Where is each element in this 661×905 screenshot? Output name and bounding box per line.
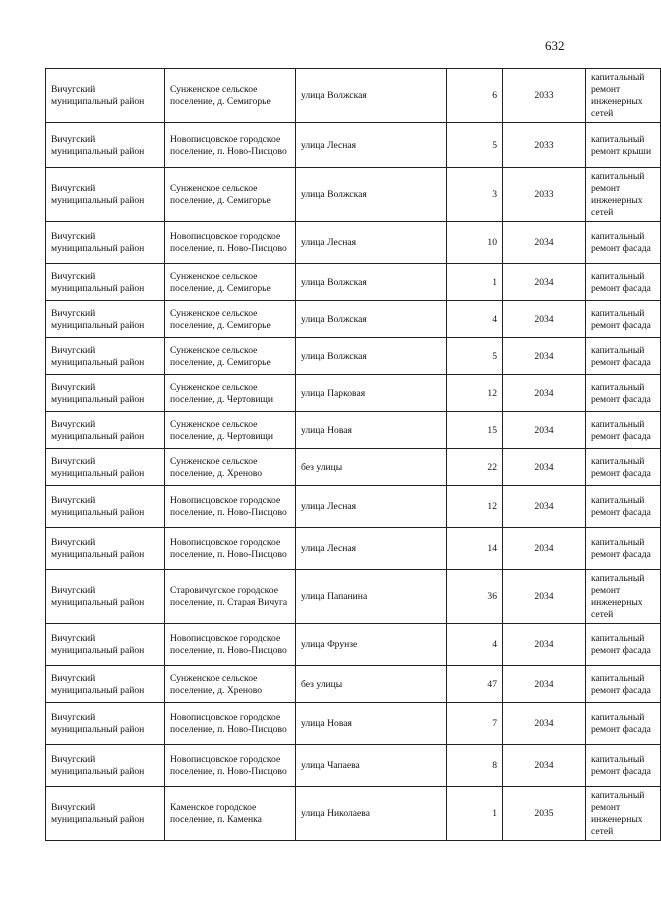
settlement-cell: Старовичугское городское поселение, п. Старая Вичуга bbox=[165, 570, 296, 624]
house-number-cell: 4 bbox=[447, 301, 503, 338]
work-type-cell: капитальный ремонт фасада bbox=[586, 624, 661, 666]
settlement-cell: Сунженское сельское поселение, д. Семигорье bbox=[165, 301, 296, 338]
year-cell: 2033 bbox=[503, 69, 586, 123]
work-type-cell: капитальный ремонт фасада bbox=[586, 486, 661, 528]
street-cell: улица Лесная bbox=[296, 486, 447, 528]
year-cell: 2034 bbox=[503, 449, 586, 486]
work-type-cell: капитальный ремонт инженерных сетей bbox=[586, 787, 661, 841]
table-row bbox=[46, 570, 661, 624]
table-row bbox=[46, 222, 661, 264]
year-cell: 2034 bbox=[503, 624, 586, 666]
work-type-cell: капитальный ремонт фасада bbox=[586, 412, 661, 449]
house-number-cell: 1 bbox=[447, 787, 503, 841]
repair-schedule-table bbox=[45, 68, 661, 841]
settlement-cell: Новописцовское городское поселение, п. Ново-Писцово bbox=[165, 528, 296, 570]
year-cell: 2034 bbox=[503, 666, 586, 703]
work-type-cell: капитальный ремонт крыши bbox=[586, 123, 661, 168]
table-row bbox=[46, 624, 661, 666]
district-cell: Вичугский муниципальный район bbox=[46, 338, 165, 375]
table-row bbox=[46, 528, 661, 570]
street-cell: улица Фрунзе bbox=[296, 624, 447, 666]
house-number-cell: 4 bbox=[447, 624, 503, 666]
table-row bbox=[46, 264, 661, 301]
street-cell: без улицы bbox=[296, 449, 447, 486]
settlement-cell: Новописцовское городское поселение, п. Ново-Писцово bbox=[165, 123, 296, 168]
district-cell: Вичугский муниципальный район bbox=[46, 264, 165, 301]
settlement-cell: Сунженское сельское поселение, д. Чертовищи bbox=[165, 375, 296, 412]
table-row bbox=[46, 486, 661, 528]
street-cell: улица Чапаева bbox=[296, 745, 447, 787]
house-number-cell: 47 bbox=[447, 666, 503, 703]
year-cell: 2033 bbox=[503, 168, 586, 222]
year-cell: 2034 bbox=[503, 703, 586, 745]
house-number-cell: 3 bbox=[447, 168, 503, 222]
district-cell: Вичугский муниципальный район bbox=[46, 486, 165, 528]
district-cell: Вичугский муниципальный район bbox=[46, 449, 165, 486]
street-cell: улица Лесная bbox=[296, 528, 447, 570]
street-cell: улица Лесная bbox=[296, 123, 447, 168]
table-row bbox=[46, 168, 661, 222]
house-number-cell: 12 bbox=[447, 486, 503, 528]
street-cell: улица Волжская bbox=[296, 69, 447, 123]
district-cell: Вичугский муниципальный район bbox=[46, 570, 165, 624]
year-cell: 2034 bbox=[503, 301, 586, 338]
street-cell: улица Волжская bbox=[296, 264, 447, 301]
settlement-cell: Сунженское сельское поселение, д. Хреново bbox=[165, 449, 296, 486]
street-cell: улица Волжская bbox=[296, 168, 447, 222]
street-cell: улица Парковая bbox=[296, 375, 447, 412]
table-row bbox=[46, 338, 661, 375]
street-cell: без улицы bbox=[296, 666, 447, 703]
year-cell: 2034 bbox=[503, 222, 586, 264]
district-cell: Вичугский муниципальный район bbox=[46, 123, 165, 168]
year-cell: 2034 bbox=[503, 375, 586, 412]
district-cell: Вичугский муниципальный район bbox=[46, 745, 165, 787]
street-cell: улица Папанина bbox=[296, 570, 447, 624]
work-type-cell: капитальный ремонт фасада bbox=[586, 375, 661, 412]
house-number-cell: 36 bbox=[447, 570, 503, 624]
table-row bbox=[46, 412, 661, 449]
work-type-cell: капитальный ремонт инженерных сетей bbox=[586, 570, 661, 624]
table-row bbox=[46, 123, 661, 168]
house-number-cell: 10 bbox=[447, 222, 503, 264]
settlement-cell: Новописцовское городское поселение, п. Ново-Писцово bbox=[165, 624, 296, 666]
year-cell: 2034 bbox=[503, 412, 586, 449]
district-cell: Вичугский муниципальный район bbox=[46, 412, 165, 449]
settlement-cell: Сунженское сельское поселение, д. Семигорье bbox=[165, 69, 296, 123]
street-cell: улица Волжская bbox=[296, 301, 447, 338]
work-type-cell: капитальный ремонт фасада bbox=[586, 338, 661, 375]
year-cell: 2033 bbox=[503, 123, 586, 168]
settlement-cell: Сунженское сельское поселение, д. Чертовищи bbox=[165, 412, 296, 449]
table-row bbox=[46, 666, 661, 703]
settlement-cell: Сунженское сельское поселение, д. Хреново bbox=[165, 666, 296, 703]
year-cell: 2034 bbox=[503, 745, 586, 787]
table-row bbox=[46, 375, 661, 412]
table-row bbox=[46, 301, 661, 338]
house-number-cell: 5 bbox=[447, 338, 503, 375]
settlement-cell: Новописцовское городское поселение, п. Ново-Писцово bbox=[165, 703, 296, 745]
table-row bbox=[46, 449, 661, 486]
settlement-cell: Сунженское сельское поселение, д. Семигорье bbox=[165, 168, 296, 222]
street-cell: улица Лесная bbox=[296, 222, 447, 264]
district-cell: Вичугский муниципальный район bbox=[46, 301, 165, 338]
year-cell: 2034 bbox=[503, 570, 586, 624]
settlement-cell: Новописцовское городское поселение, п. Ново-Писцово bbox=[165, 745, 296, 787]
street-cell: улица Новая bbox=[296, 412, 447, 449]
table-row bbox=[46, 787, 661, 841]
district-cell: Вичугский муниципальный район bbox=[46, 69, 165, 123]
district-cell: Вичугский муниципальный район bbox=[46, 168, 165, 222]
year-cell: 2034 bbox=[503, 486, 586, 528]
street-cell: улица Новая bbox=[296, 703, 447, 745]
house-number-cell: 1 bbox=[447, 264, 503, 301]
district-cell: Вичугский муниципальный район bbox=[46, 666, 165, 703]
work-type-cell: капитальный ремонт фасада bbox=[586, 745, 661, 787]
work-type-cell: капитальный ремонт фасада bbox=[586, 222, 661, 264]
work-type-cell: капитальный ремонт инженерных сетей bbox=[586, 168, 661, 222]
work-type-cell: капитальный ремонт фасада bbox=[586, 666, 661, 703]
work-type-cell: капитальный ремонт фасада bbox=[586, 301, 661, 338]
work-type-cell: капитальный ремонт фасада bbox=[586, 264, 661, 301]
street-cell: улица Николаева bbox=[296, 787, 447, 841]
district-cell: Вичугский муниципальный район bbox=[46, 375, 165, 412]
table-row bbox=[46, 745, 661, 787]
house-number-cell: 15 bbox=[447, 412, 503, 449]
table-row bbox=[46, 703, 661, 745]
house-number-cell: 7 bbox=[447, 703, 503, 745]
settlement-cell: Новописцовское городское поселение, п. Ново-Писцово bbox=[165, 486, 296, 528]
house-number-cell: 22 bbox=[447, 449, 503, 486]
year-cell: 2035 bbox=[503, 787, 586, 841]
district-cell: Вичугский муниципальный район bbox=[46, 703, 165, 745]
settlement-cell: Сунженское сельское поселение, д. Семигорье bbox=[165, 338, 296, 375]
page-number: 632 bbox=[545, 38, 565, 53]
work-type-cell: капитальный ремонт фасада bbox=[586, 528, 661, 570]
street-cell: улица Волжская bbox=[296, 338, 447, 375]
district-cell: Вичугский муниципальный район bbox=[46, 528, 165, 570]
district-cell: Вичугский муниципальный район bbox=[46, 787, 165, 841]
district-cell: Вичугский муниципальный район bbox=[46, 222, 165, 264]
house-number-cell: 12 bbox=[447, 375, 503, 412]
year-cell: 2034 bbox=[503, 528, 586, 570]
settlement-cell: Каменское городское поселение, п. Каменка bbox=[165, 787, 296, 841]
table-body bbox=[46, 69, 661, 841]
year-cell: 2034 bbox=[503, 338, 586, 375]
house-number-cell: 8 bbox=[447, 745, 503, 787]
year-cell: 2034 bbox=[503, 264, 586, 301]
house-number-cell: 14 bbox=[447, 528, 503, 570]
work-type-cell: капитальный ремонт инженерных сетей bbox=[586, 69, 661, 123]
settlement-cell: Новописцовское городское поселение, п. Ново-Писцово bbox=[165, 222, 296, 264]
settlement-cell: Сунженское сельское поселение, д. Семигорье bbox=[165, 264, 296, 301]
work-type-cell: капитальный ремонт фасада bbox=[586, 449, 661, 486]
house-number-cell: 5 bbox=[447, 123, 503, 168]
work-type-cell: капитальный ремонт фасада bbox=[586, 703, 661, 745]
house-number-cell: 6 bbox=[447, 69, 503, 123]
district-cell: Вичугский муниципальный район bbox=[46, 624, 165, 666]
table-row bbox=[46, 69, 661, 123]
